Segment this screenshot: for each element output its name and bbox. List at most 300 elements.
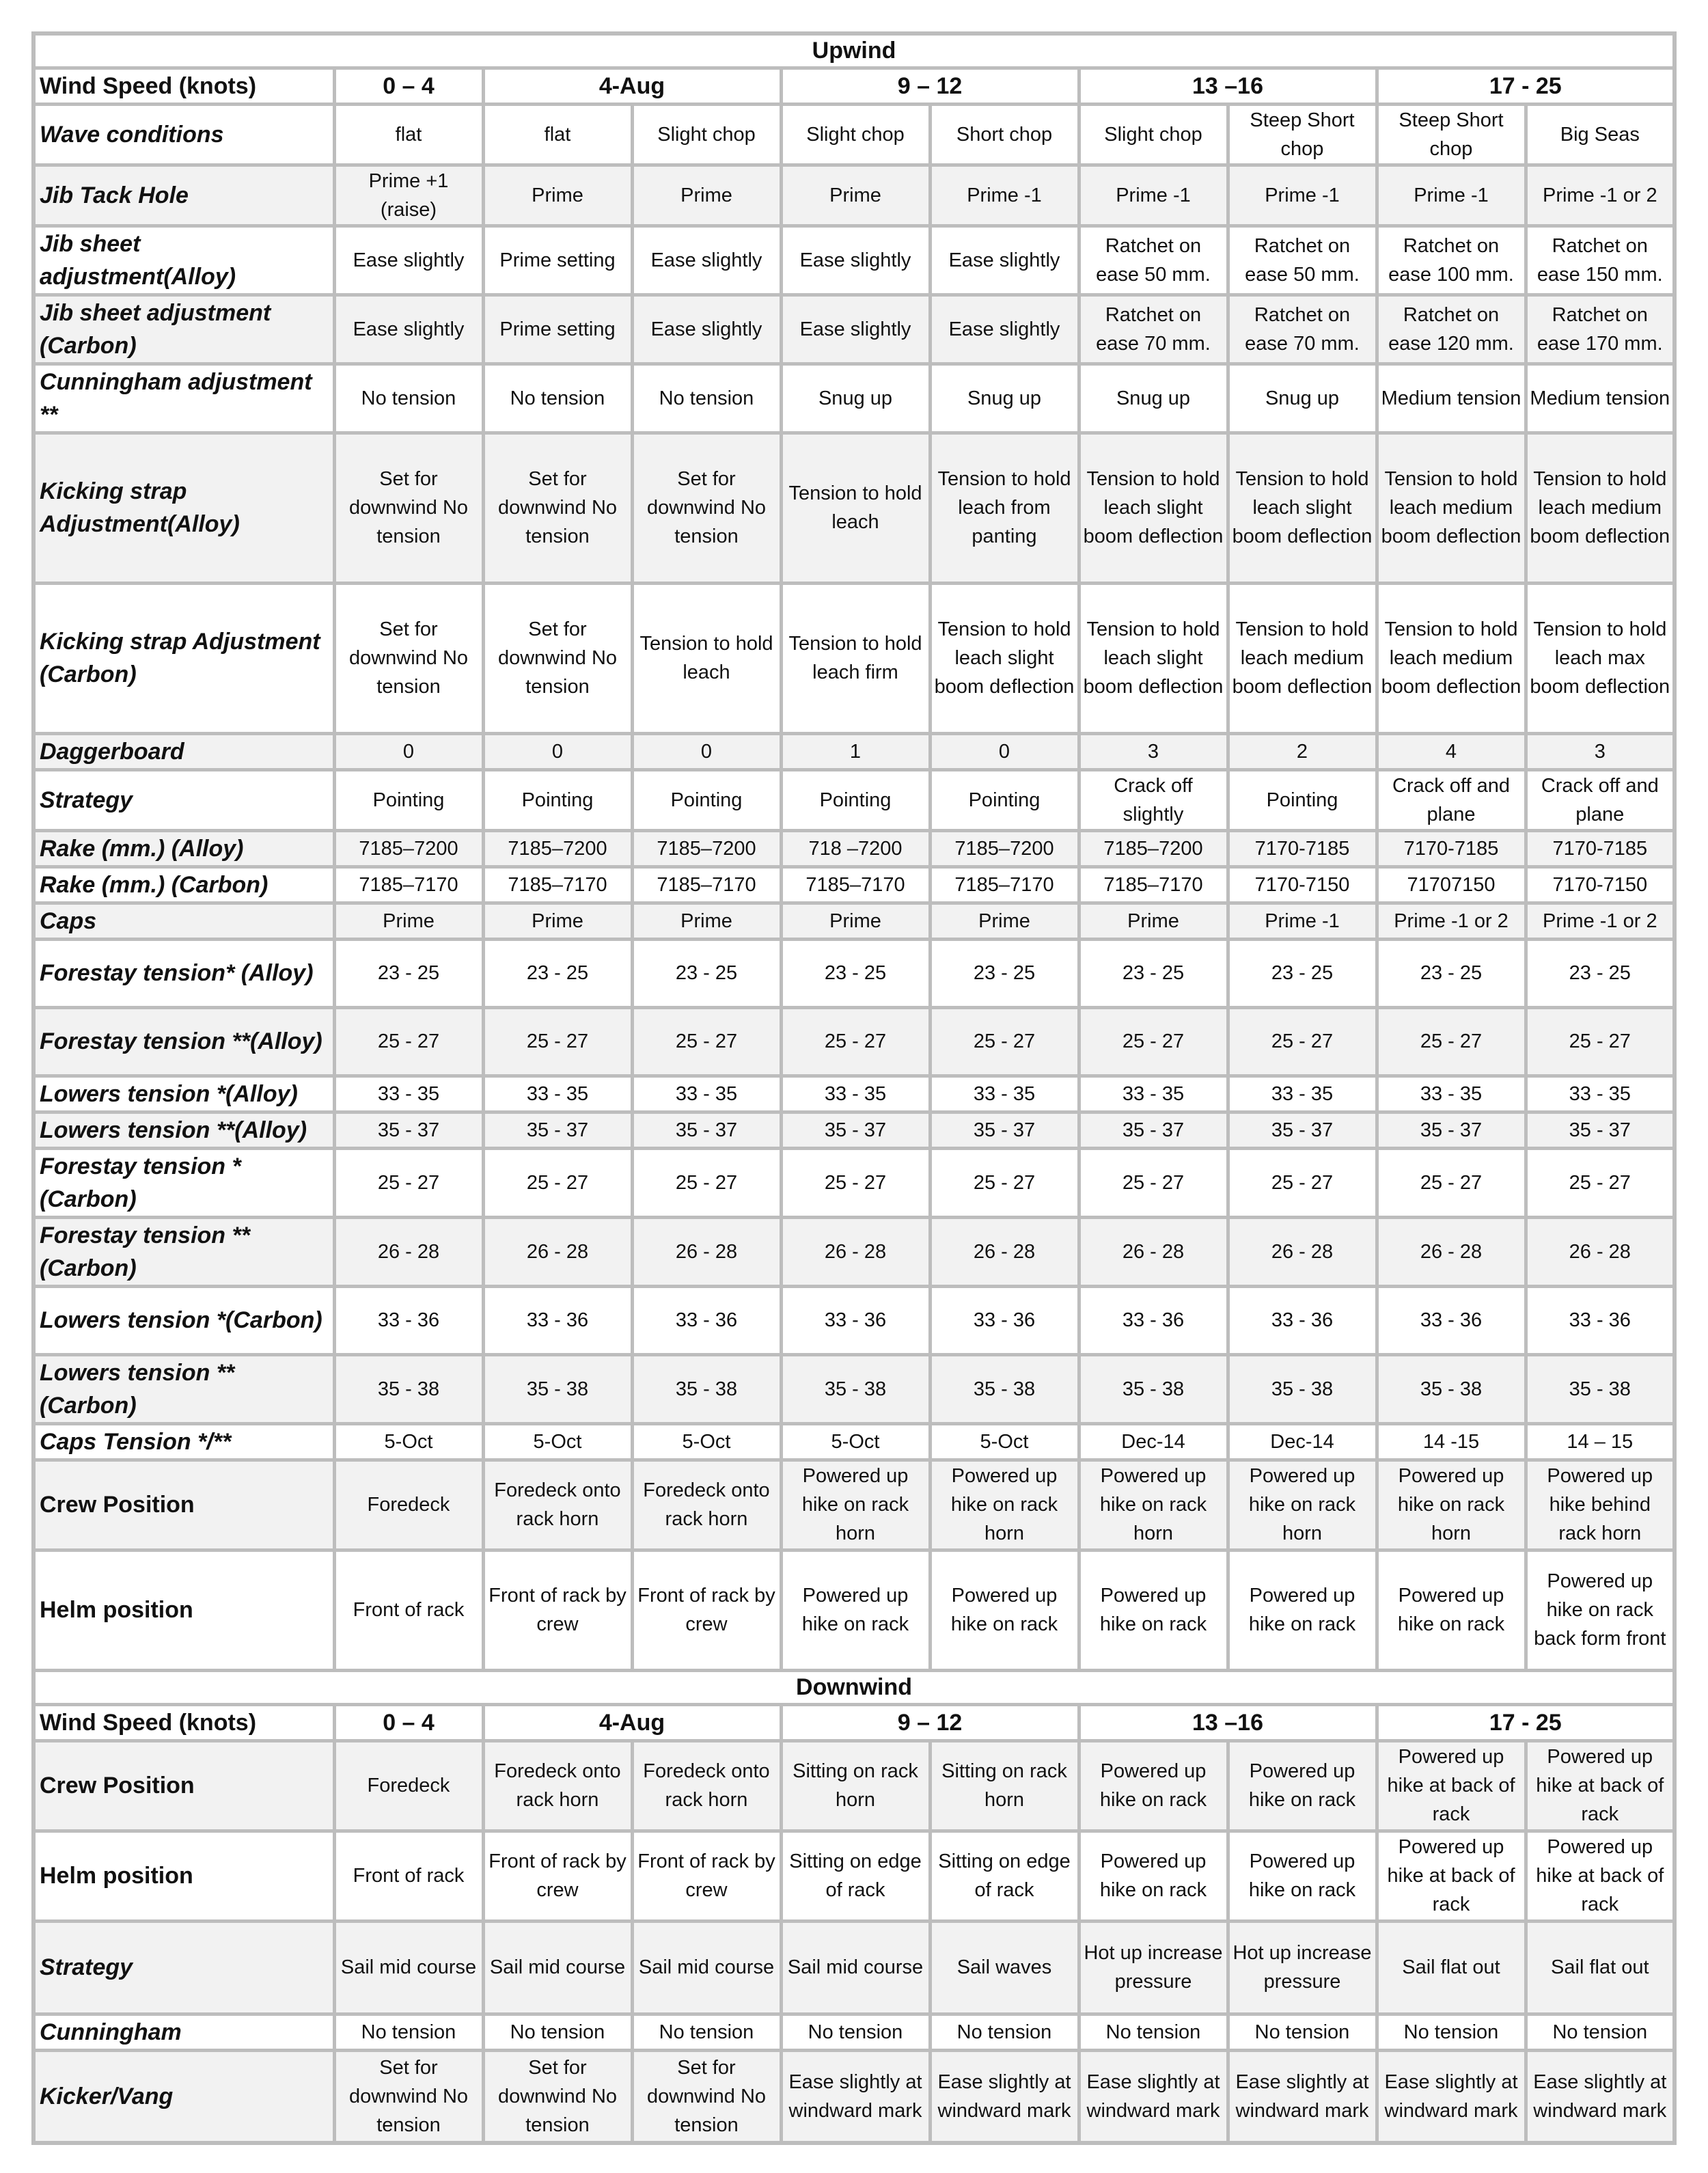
- table-row: [33, 226, 1675, 295]
- table-cell: 7185–7170: [334, 866, 483, 903]
- table-row: [33, 1550, 1675, 1670]
- row-label: Strategy: [33, 1921, 334, 2014]
- table-cell: Front of rack: [334, 1550, 483, 1670]
- table-cell: Prime: [1079, 903, 1228, 939]
- table-cell: Crack off and plane: [1377, 769, 1526, 830]
- table-cell: 7170-7150: [1526, 866, 1675, 903]
- table-cell: Big Seas: [1526, 104, 1675, 165]
- table-cell: 35 - 37: [930, 1112, 1079, 1148]
- table-cell: 0: [483, 733, 632, 769]
- table-cell: Ratchet on ease 120 mm.: [1377, 295, 1526, 364]
- table-cell: 3: [1526, 733, 1675, 769]
- table-cell: Prime -1 or 2: [1526, 165, 1675, 226]
- table-cell: Snug up: [781, 364, 930, 433]
- table-row: [33, 830, 1675, 866]
- row-label: Jib Tack Hole: [33, 165, 334, 226]
- table-cell: Tension to hold leach medium boom deflection: [1377, 433, 1526, 583]
- table-cell: Dec-14: [1079, 1423, 1228, 1460]
- table-cell: Prime: [781, 903, 930, 939]
- table-cell: Powered up hike on rack horn: [1079, 1460, 1228, 1550]
- table-cell: Crack off and plane: [1526, 769, 1675, 830]
- table-row: [33, 1148, 1675, 1217]
- table-row: [33, 583, 1675, 733]
- table-cell: Ratchet on ease 70 mm.: [1228, 295, 1377, 364]
- table-cell: Powered up hike on rack: [781, 1550, 930, 1670]
- table-cell: Pointing: [930, 769, 1079, 830]
- table-row: [33, 1740, 1675, 1831]
- row-label: Daggerboard: [33, 733, 334, 769]
- table-cell: Tension to hold leach medium boom deflection: [1228, 583, 1377, 733]
- table-cell: Prime: [483, 903, 632, 939]
- upwind-wind-speed-header-row: [33, 68, 1675, 104]
- table-cell: 33 - 36: [1377, 1286, 1526, 1354]
- table-cell: 7185–7170: [781, 866, 930, 903]
- table-cell: Tension to hold leach firm: [781, 583, 930, 733]
- table-cell: Tension to hold leach medium boom deflection: [1377, 583, 1526, 733]
- table-cell: 25 - 27: [1228, 1007, 1377, 1076]
- table-cell: Set for downwind No tension: [334, 433, 483, 583]
- table-cell: Ease slightly: [632, 295, 781, 364]
- table-cell: No tension: [334, 2014, 483, 2050]
- table-cell: Foredeck onto rack horn: [483, 1740, 632, 1831]
- row-label: Forestay tension **(Alloy): [33, 1007, 334, 1076]
- table-cell: 3: [1079, 733, 1228, 769]
- table-cell: 0: [632, 733, 781, 769]
- table-cell: Prime -1 or 2: [1377, 903, 1526, 939]
- table-cell: 2: [1228, 733, 1377, 769]
- table-cell: Sail flat out: [1526, 1921, 1675, 2014]
- table-cell: Prime: [334, 903, 483, 939]
- table-cell: 25 - 27: [781, 1148, 930, 1217]
- row-label: Cunningham adjustment **: [33, 364, 334, 433]
- table-cell: Ratchet on ease 150 mm.: [1526, 226, 1675, 295]
- table-cell: 35 - 38: [1079, 1354, 1228, 1423]
- table-cell: 23 - 25: [930, 939, 1079, 1007]
- table-cell: Sitting on rack horn: [930, 1740, 1079, 1831]
- table-cell: Ease slightly at windward mark: [1079, 2050, 1228, 2143]
- table-cell: Powered up hike on rack: [1377, 1550, 1526, 1670]
- row-label: Kicker/Vang: [33, 2050, 334, 2143]
- table-cell: 23 - 25: [781, 939, 930, 1007]
- table-cell: Tension to hold leach from panting: [930, 433, 1079, 583]
- table-cell: Foredeck: [334, 1740, 483, 1831]
- table-cell: 7185–7200: [930, 830, 1079, 866]
- table-cell: Sail waves: [930, 1921, 1079, 2014]
- table-cell: Ease slightly: [930, 295, 1079, 364]
- table-cell: Powered up hike on rack horn: [1228, 1460, 1377, 1550]
- table-cell: Tension to hold leach medium boom deflection: [1526, 433, 1675, 583]
- table-cell: 4: [1377, 733, 1526, 769]
- table-row: [33, 295, 1675, 364]
- table-cell: 5-Oct: [781, 1423, 930, 1460]
- table-cell: Sitting on edge of rack: [930, 1831, 1079, 1921]
- table-cell: Powered up hike on rack horn: [781, 1460, 930, 1550]
- table-cell: 14 – 15: [1526, 1423, 1675, 1460]
- table-row: [33, 1460, 1675, 1550]
- table-cell: Powered up hike on rack: [1079, 1550, 1228, 1670]
- table-cell: 23 - 25: [334, 939, 483, 1007]
- table-cell: 33 - 36: [632, 1286, 781, 1354]
- table-cell: Crack off slightly: [1079, 769, 1228, 830]
- table-cell: 0: [334, 733, 483, 769]
- table-cell: Hot up increase pressure: [1079, 1921, 1228, 2014]
- table-cell: 23 - 25: [1526, 939, 1675, 1007]
- table-cell: Pointing: [781, 769, 930, 830]
- wind-speed-range: 13 –16: [1079, 68, 1377, 104]
- row-label: Jib sheet adjustment(Alloy): [33, 226, 334, 295]
- table-cell: Front of rack by crew: [632, 1550, 781, 1670]
- table-row: [33, 364, 1675, 433]
- row-label: Caps: [33, 903, 334, 939]
- table-cell: 5-Oct: [334, 1423, 483, 1460]
- table-cell: Tension to hold leach slight boom deflection: [1228, 433, 1377, 583]
- table-cell: Powered up hike on rack: [1079, 1831, 1228, 1921]
- table-cell: 33 - 36: [1079, 1286, 1228, 1354]
- table-cell: Sail mid course: [632, 1921, 781, 2014]
- table-cell: 25 - 27: [632, 1148, 781, 1217]
- table-cell: 33 - 36: [1228, 1286, 1377, 1354]
- table-cell: 35 - 37: [334, 1112, 483, 1148]
- table-cell: Powered up hike on rack horn: [1377, 1460, 1526, 1550]
- table-cell: Ease slightly at windward mark: [1228, 2050, 1377, 2143]
- table-cell: 35 - 37: [1526, 1112, 1675, 1148]
- table-row: [33, 165, 1675, 226]
- table-row: [33, 769, 1675, 830]
- table-cell: Ease slightly at windward mark: [1526, 2050, 1675, 2143]
- row-label: Lowers tension *(Alloy): [33, 1076, 334, 1112]
- downwind-section-title: Downwind: [33, 1670, 1675, 1704]
- table-cell: 26 - 28: [334, 1217, 483, 1286]
- table-cell: Tension to hold leach slight boom deflection: [1079, 433, 1228, 583]
- table-cell: 7170-7185: [1377, 830, 1526, 866]
- row-label: Lowers tension **(Alloy): [33, 1112, 334, 1148]
- table-cell: Foredeck: [334, 1460, 483, 1550]
- table-cell: 23 - 25: [632, 939, 781, 1007]
- table-cell: Ease slightly: [930, 226, 1079, 295]
- table-cell: Powered up hike at back of rack: [1377, 1831, 1526, 1921]
- table-cell: Pointing: [483, 769, 632, 830]
- row-label: Helm position: [33, 1831, 334, 1921]
- row-label: Lowers tension *(Carbon): [33, 1286, 334, 1354]
- table-cell: flat: [483, 104, 632, 165]
- downwind-wind-speed-header-row: [33, 1704, 1675, 1740]
- table-cell: No tension: [632, 2014, 781, 2050]
- table-cell: Powered up hike at back of rack: [1526, 1831, 1675, 1921]
- table-cell: 35 - 37: [781, 1112, 930, 1148]
- table-row: [33, 1423, 1675, 1460]
- table-cell: Ease slightly: [781, 295, 930, 364]
- table-cell: 25 - 27: [781, 1007, 930, 1076]
- table-cell: No tension: [334, 364, 483, 433]
- table-cell: 25 - 27: [1079, 1148, 1228, 1217]
- table-cell: Ease slightly at windward mark: [1377, 2050, 1526, 2143]
- row-label: Caps Tension */**: [33, 1423, 334, 1460]
- table-cell: 35 - 37: [1079, 1112, 1228, 1148]
- table-cell: Steep Short chop: [1228, 104, 1377, 165]
- table-cell: 33 - 36: [1526, 1286, 1675, 1354]
- row-label: Strategy: [33, 769, 334, 830]
- table-cell: 14 -15: [1377, 1423, 1526, 1460]
- table-cell: 33 - 36: [930, 1286, 1079, 1354]
- table-cell: 25 - 27: [334, 1148, 483, 1217]
- table-cell: Ratchet on ease 170 mm.: [1526, 295, 1675, 364]
- wind-speed-label: Wind Speed (knots): [33, 68, 334, 104]
- table-cell: 7185–7200: [334, 830, 483, 866]
- table-cell: 7185–7200: [632, 830, 781, 866]
- row-label: Forestay tension* (Alloy): [33, 939, 334, 1007]
- table-cell: Foredeck onto rack horn: [483, 1460, 632, 1550]
- table-cell: Front of rack: [334, 1831, 483, 1921]
- wind-speed-range: 4-Aug: [483, 68, 781, 104]
- table-cell: Slight chop: [781, 104, 930, 165]
- table-row: [33, 1286, 1675, 1354]
- table-row: [33, 1112, 1675, 1148]
- table-cell: 35 - 37: [632, 1112, 781, 1148]
- table-cell: 33 - 36: [781, 1286, 930, 1354]
- table-row: [33, 1007, 1675, 1076]
- table-cell: 33 - 35: [930, 1076, 1079, 1112]
- table-cell: Ease slightly: [334, 295, 483, 364]
- table-cell: 71707150: [1377, 866, 1526, 903]
- table-cell: Powered up hike at back of rack: [1526, 1740, 1675, 1831]
- table-cell: 25 - 27: [1377, 1148, 1526, 1217]
- table-cell: 7170-7150: [1228, 866, 1377, 903]
- table-body: [33, 33, 1675, 2143]
- table-cell: 7185–7170: [632, 866, 781, 903]
- table-cell: Sitting on edge of rack: [781, 1831, 930, 1921]
- table-row: [33, 1921, 1675, 2014]
- row-label: Wave conditions: [33, 104, 334, 165]
- table-cell: Sail mid course: [781, 1921, 930, 2014]
- table-cell: 26 - 28: [1079, 1217, 1228, 1286]
- table-cell: 25 - 27: [632, 1007, 781, 1076]
- table-cell: 33 - 35: [632, 1076, 781, 1112]
- table-row: [33, 433, 1675, 583]
- table-cell: Tension to hold leach: [632, 583, 781, 733]
- table-cell: No tension: [632, 364, 781, 433]
- table-cell: Foredeck onto rack horn: [632, 1740, 781, 1831]
- table-cell: Snug up: [1228, 364, 1377, 433]
- row-label: Rake (mm.) (Alloy): [33, 830, 334, 866]
- wind-speed-range: 0 – 4: [334, 68, 483, 104]
- table-cell: Tension to hold leach max boom deflection: [1526, 583, 1675, 733]
- table-cell: Powered up hike on rack: [930, 1550, 1079, 1670]
- table-cell: No tension: [1228, 2014, 1377, 2050]
- table-cell: Set for downwind No tension: [483, 433, 632, 583]
- table-cell: 25 - 27: [930, 1148, 1079, 1217]
- table-cell: Slight chop: [1079, 104, 1228, 165]
- table-cell: 26 - 28: [483, 1217, 632, 1286]
- upwind-section-title: Upwind: [33, 33, 1675, 68]
- table-cell: 33 - 35: [334, 1076, 483, 1112]
- table-cell: 7185–7170: [930, 866, 1079, 903]
- table-row: [33, 1217, 1675, 1286]
- wind-speed-range: 9 – 12: [781, 1704, 1079, 1740]
- table-cell: 35 - 37: [1377, 1112, 1526, 1148]
- table-cell: 35 - 38: [781, 1354, 930, 1423]
- row-label: Crew Position: [33, 1740, 334, 1831]
- table-cell: Set for downwind No tension: [483, 2050, 632, 2143]
- wind-speed-range: 13 –16: [1079, 1704, 1377, 1740]
- table-cell: Prime: [632, 903, 781, 939]
- table-cell: 35 - 38: [930, 1354, 1079, 1423]
- table-cell: 7170-7185: [1228, 830, 1377, 866]
- tuning-table: [31, 31, 1677, 2145]
- table-cell: Set for downwind No tension: [632, 2050, 781, 2143]
- table-cell: 25 - 27: [334, 1007, 483, 1076]
- table-cell: No tension: [483, 2014, 632, 2050]
- table-cell: Pointing: [1228, 769, 1377, 830]
- table-row: [33, 2050, 1675, 2143]
- table-cell: Powered up hike on rack back form front: [1526, 1550, 1675, 1670]
- table-cell: 7185–7200: [483, 830, 632, 866]
- table-cell: Pointing: [334, 769, 483, 830]
- table-cell: 33 - 35: [1526, 1076, 1675, 1112]
- table-cell: Front of rack by crew: [483, 1550, 632, 1670]
- table-cell: Medium tension: [1526, 364, 1675, 433]
- wind-speed-range: 17 - 25: [1377, 1704, 1675, 1740]
- row-label: Cunningham: [33, 2014, 334, 2050]
- table-cell: Set for downwind No tension: [483, 583, 632, 733]
- table-cell: 35 - 38: [1377, 1354, 1526, 1423]
- table-cell: 35 - 38: [1526, 1354, 1675, 1423]
- table-cell: No tension: [781, 2014, 930, 2050]
- row-label: Helm position: [33, 1550, 334, 1670]
- table-cell: Prime -1: [1079, 165, 1228, 226]
- table-cell: 26 - 28: [1377, 1217, 1526, 1286]
- table-cell: Ease slightly: [334, 226, 483, 295]
- table-cell: Prime: [930, 903, 1079, 939]
- table-cell: Front of rack by crew: [632, 1831, 781, 1921]
- table-cell: 7185–7170: [483, 866, 632, 903]
- table-cell: Prime setting: [483, 226, 632, 295]
- table-cell: 23 - 25: [1079, 939, 1228, 1007]
- table-cell: Powered up hike on rack horn: [930, 1460, 1079, 1550]
- table-cell: Sail flat out: [1377, 1921, 1526, 2014]
- table-cell: 1: [781, 733, 930, 769]
- table-cell: 25 - 27: [1377, 1007, 1526, 1076]
- table-cell: 33 - 35: [1079, 1076, 1228, 1112]
- table-cell: Powered up hike at back of rack: [1377, 1740, 1526, 1831]
- table-cell: 33 - 35: [1228, 1076, 1377, 1112]
- table-cell: 33 - 36: [334, 1286, 483, 1354]
- table-row: [33, 733, 1675, 769]
- table-cell: Sitting on rack horn: [781, 1740, 930, 1831]
- table-row: [33, 903, 1675, 939]
- table-cell: 0: [930, 733, 1079, 769]
- table-cell: 26 - 28: [1526, 1217, 1675, 1286]
- table-cell: 7185–7200: [1079, 830, 1228, 866]
- row-label: Jib sheet adjustment (Carbon): [33, 295, 334, 364]
- table-cell: Prime +1 (raise): [334, 165, 483, 226]
- table-cell: Set for downwind No tension: [334, 2050, 483, 2143]
- table-cell: Steep Short chop: [1377, 104, 1526, 165]
- table-cell: 35 - 38: [632, 1354, 781, 1423]
- table-cell: Ratchet on ease 100 mm.: [1377, 226, 1526, 295]
- table-cell: 33 - 36: [483, 1286, 632, 1354]
- table-row: [33, 866, 1675, 903]
- table-row: [33, 1354, 1675, 1423]
- table-row: [33, 2014, 1675, 2050]
- table-cell: Prime: [483, 165, 632, 226]
- row-label: Kicking strap Adjustment (Carbon): [33, 583, 334, 733]
- table-cell: Powered up hike behind rack horn: [1526, 1460, 1675, 1550]
- row-label: Rake (mm.) (Carbon): [33, 866, 334, 903]
- table-cell: Dec-14: [1228, 1423, 1377, 1460]
- table-cell: Powered up hike on rack: [1079, 1740, 1228, 1831]
- table-cell: Powered up hike on rack: [1228, 1550, 1377, 1670]
- table-cell: Ease slightly: [781, 226, 930, 295]
- table-cell: 23 - 25: [1228, 939, 1377, 1007]
- table-cell: 25 - 27: [1228, 1148, 1377, 1217]
- table-cell: Foredeck onto rack horn: [632, 1460, 781, 1550]
- table-cell: Prime: [632, 165, 781, 226]
- table-cell: Prime -1: [930, 165, 1079, 226]
- table-cell: 5-Oct: [483, 1423, 632, 1460]
- table-cell: Ease slightly at windward mark: [781, 2050, 930, 2143]
- table-row: [33, 1076, 1675, 1112]
- table-cell: No tension: [1079, 2014, 1228, 2050]
- row-label: Crew Position: [33, 1460, 334, 1550]
- table-cell: Hot up increase pressure: [1228, 1921, 1377, 2014]
- table-cell: Prime: [781, 165, 930, 226]
- table-cell: Tension to hold leach slight boom deflection: [930, 583, 1079, 733]
- row-label: Lowers tension **(Carbon): [33, 1354, 334, 1423]
- table-cell: Ratchet on ease 50 mm.: [1228, 226, 1377, 295]
- table-row: [33, 1831, 1675, 1921]
- table-cell: Prime -1: [1377, 165, 1526, 226]
- table-cell: Slight chop: [632, 104, 781, 165]
- table-row: [33, 104, 1675, 165]
- table-cell: Powered up hike on rack: [1228, 1831, 1377, 1921]
- table-cell: Front of rack by crew: [483, 1831, 632, 1921]
- table-cell: Prime -1: [1228, 165, 1377, 226]
- table-cell: 25 - 27: [1079, 1007, 1228, 1076]
- table-cell: 7185–7170: [1079, 866, 1228, 903]
- table-cell: Set for downwind No tension: [334, 583, 483, 733]
- table-cell: 26 - 28: [930, 1217, 1079, 1286]
- table-cell: Sail mid course: [483, 1921, 632, 2014]
- table-cell: 25 - 27: [1526, 1007, 1675, 1076]
- table-cell: Prime -1 or 2: [1526, 903, 1675, 939]
- table-cell: 35 - 38: [483, 1354, 632, 1423]
- table-cell: 5-Oct: [930, 1423, 1079, 1460]
- table-cell: 35 - 37: [483, 1112, 632, 1148]
- table-row: [33, 939, 1675, 1007]
- upwind-section-row: [33, 33, 1675, 68]
- table-cell: Ratchet on ease 50 mm.: [1079, 226, 1228, 295]
- table-cell: Sail mid course: [334, 1921, 483, 2014]
- downwind-section-row: [33, 1670, 1675, 1704]
- wind-speed-range: 4-Aug: [483, 1704, 781, 1740]
- table-cell: 35 - 38: [334, 1354, 483, 1423]
- table-cell: 25 - 27: [483, 1007, 632, 1076]
- table-cell: 25 - 27: [930, 1007, 1079, 1076]
- table-cell: No tension: [483, 364, 632, 433]
- table-cell: Ratchet on ease 70 mm.: [1079, 295, 1228, 364]
- table-cell: No tension: [1377, 2014, 1526, 2050]
- table-cell: 23 - 25: [483, 939, 632, 1007]
- table-cell: Medium tension: [1377, 364, 1526, 433]
- table-cell: Tension to hold leach slight boom deflection: [1079, 583, 1228, 733]
- table-cell: No tension: [1526, 2014, 1675, 2050]
- table-cell: Prime -1: [1228, 903, 1377, 939]
- table-cell: 7170-7185: [1526, 830, 1675, 866]
- table-cell: 35 - 37: [1228, 1112, 1377, 1148]
- table-cell: 26 - 28: [632, 1217, 781, 1286]
- table-cell: Ease slightly at windward mark: [930, 2050, 1079, 2143]
- row-label: Forestay tension **(Carbon): [33, 1217, 334, 1286]
